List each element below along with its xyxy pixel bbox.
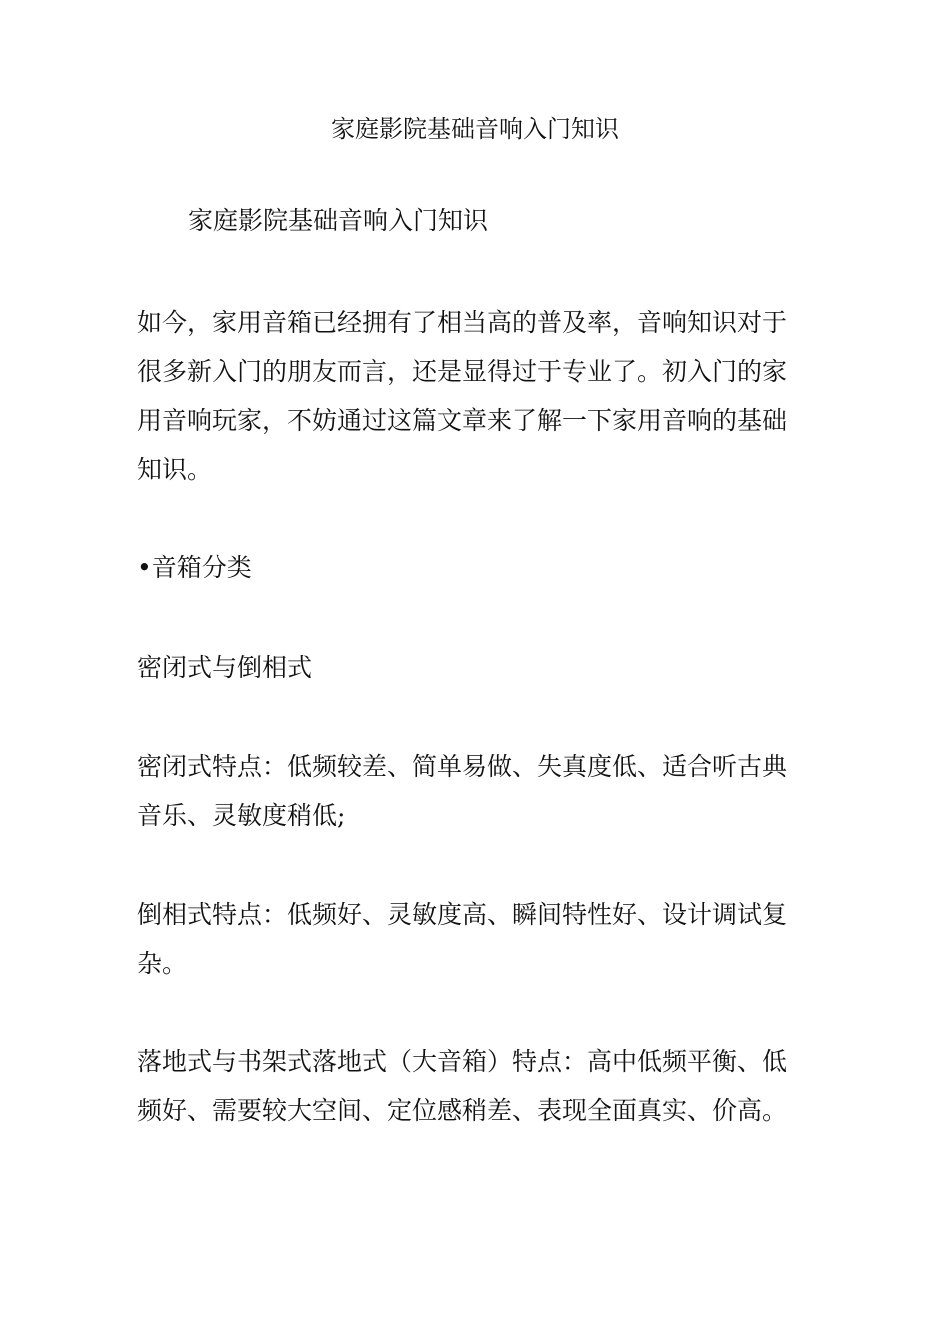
- paragraph-closed-features: 密闭式特点：低频较差、简单易做、失真度低、适合听古典音乐、灵敏度稍低;: [137, 752, 788, 830]
- section-heading-speaker-types: •音箱分类: [137, 553, 252, 582]
- document-title: 家庭影院基础音响入门知识: [331, 115, 619, 143]
- document-subtitle: 家庭影院基础音响入门知识: [188, 206, 489, 235]
- paragraph-floor-vs-bookshelf: 落地式与书架式落地式（大音箱）特点：高中低频平衡、低频好、需要较大空间、定位感稍差、表现全面真实、价高。: [137, 1047, 788, 1125]
- paragraph-intro: 如今，家用音箱已经拥有了相当高的普及率，音响知识对于很多新入门的朋友而言，还是显得过于专业了。初入门的家用音响玩家，不妨通过这篇文章来了解一下家用音响的基础知识。: [137, 308, 788, 484]
- paragraph-reflex-features: 倒相式特点：低频好、灵敏度高、瞬间特性好、设计调试复杂。: [137, 900, 788, 978]
- section-heading-closed-vs-reflex: 密闭式与倒相式: [137, 653, 313, 682]
